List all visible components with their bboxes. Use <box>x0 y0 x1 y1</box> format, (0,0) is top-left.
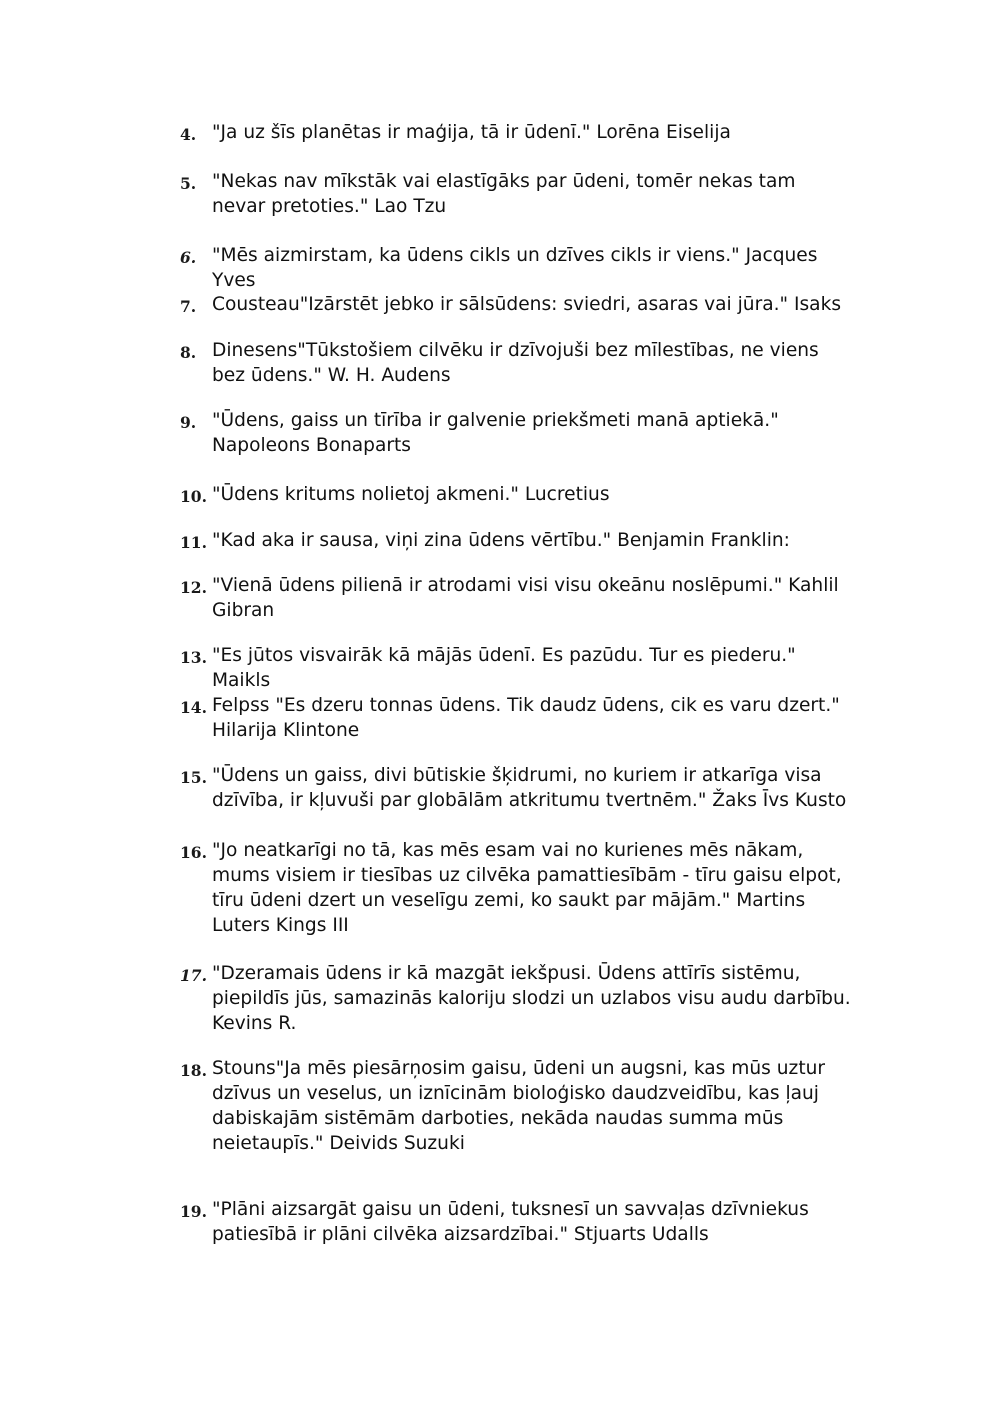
quote-line: "Dzeramais ūdens ir kā mazgāt iekšpusi. Ūdens attīrīs sistēmu, <box>212 963 801 984</box>
quote-line: Gibran <box>212 600 275 621</box>
quote-line: "Es jūtos visvairāk kā mājās ūdenī. Es pazūdu. Tur es piederu." <box>212 645 796 666</box>
quote-line: Kevins R. <box>212 1013 297 1034</box>
quote-line: Felpss "Es dzeru tonnas ūdens. Tik daudz ūdens, cik es varu dzert." <box>212 695 840 716</box>
list-number: 10. <box>180 487 207 506</box>
list-number: 19. <box>180 1202 207 1221</box>
quote-line: mums visiem ir tiesības uz cilvēka pamattiesībām - tīru gaisu elpot, <box>212 865 842 886</box>
quote-line: Yves <box>212 270 256 291</box>
quote-line: "Kad aka ir sausa, viņi zina ūdens vērtību." Benjamin Franklin: <box>212 530 790 551</box>
list-number: 5. <box>180 174 197 193</box>
quote-line: Napoleons Bonaparts <box>212 435 411 456</box>
quote-line: Cousteau"Izārstēt jebko ir sālsūdens: sviedri, asaras vai jūra." Isaks <box>212 294 842 315</box>
list-number: 13. <box>180 648 207 667</box>
quote-line: "Ūdens un gaiss, divi būtiskie šķidrumi, no kuriem ir atkarīga visa <box>212 765 822 786</box>
list-number: 7. <box>180 297 197 316</box>
quote-line: Maikls <box>212 670 271 691</box>
list-number: 4. <box>180 125 197 144</box>
quote-line: "Ūdens kritums nolietoj akmeni." Lucretius <box>212 484 610 505</box>
quote-line: patiesībā ir plāni cilvēka aizsardzībai." Stjuarts Udalls <box>212 1224 709 1245</box>
quote-line: Luters Kings III <box>212 915 349 936</box>
quote-line: neietaupīs." Deivids Suzuki <box>212 1133 465 1154</box>
quote-line: Dinesens"Tūkstošiem cilvēku ir dzīvojuši bez mīlestības, ne viens <box>212 340 819 361</box>
list-number: 17. <box>180 966 207 985</box>
list-number: 8. <box>180 343 197 362</box>
quote-line: tīru ūdeni dzert un veselīgu zemi, ko saukt par mājām." Martins <box>212 890 806 911</box>
quote-line: dzīvība, ir kļuvuši par globālām atkritumu tvertnēm." Žaks Īvs Kusto <box>212 790 847 811</box>
quote-line: "Mēs aizmirstam, ka ūdens cikls un dzīves cikls ir viens." Jacques <box>212 245 818 266</box>
list-number: 18. <box>180 1061 207 1080</box>
list-number: 16. <box>180 843 207 862</box>
quote-line: "Jo neatkarīgi no tā, kas mēs esam vai no kurienes mēs nākam, <box>212 840 804 861</box>
quote-line: "Ja uz šīs planētas ir maģija, tā ir ūdenī." Lorēna Eiselija <box>212 122 731 143</box>
quote-line: "Nekas nav mīkstāk vai elastīgāks par ūdeni, tomēr nekas tam <box>212 171 796 192</box>
quote-line: Stouns"Ja mēs piesārņosim gaisu, ūdeni un augsni, kas mūs uztur <box>212 1058 826 1079</box>
quote-line: "Ūdens, gaiss un tīrība ir galvenie priekšmeti manā aptiekā." <box>212 410 779 431</box>
list-number: 9. <box>180 413 197 432</box>
quote-line: "Plāni aizsargāt gaisu un ūdeni, tuksnesī un savvaļas dzīvniekus <box>212 1199 809 1220</box>
quote-line: "Vienā ūdens pilienā ir atrodami visi visu okeānu noslēpumi." Kahlil <box>212 575 839 596</box>
list-number: 15. <box>180 768 207 787</box>
quote-line: dzīvus un veselus, un iznīcinām bioloģisko daudzveidību, kas ļauj <box>212 1083 819 1104</box>
list-number: 14. <box>180 698 207 717</box>
quote-line: piepildīs jūs, samazinās kaloriju slodzi un uzlabos visu audu darbību. <box>212 988 851 1009</box>
quote-line: Hilarija Klintone <box>212 720 360 741</box>
list-number: 11. <box>180 533 207 552</box>
quote-line: dabiskajām sistēmām darboties, nekāda naudas summa mūs <box>212 1108 784 1129</box>
quote-line: bez ūdens." W. H. Audens <box>212 365 451 386</box>
list-number: 12. <box>180 578 207 597</box>
quote-line: nevar pretoties." Lao Tzu <box>212 196 447 217</box>
list-number: 6. <box>180 248 197 267</box>
